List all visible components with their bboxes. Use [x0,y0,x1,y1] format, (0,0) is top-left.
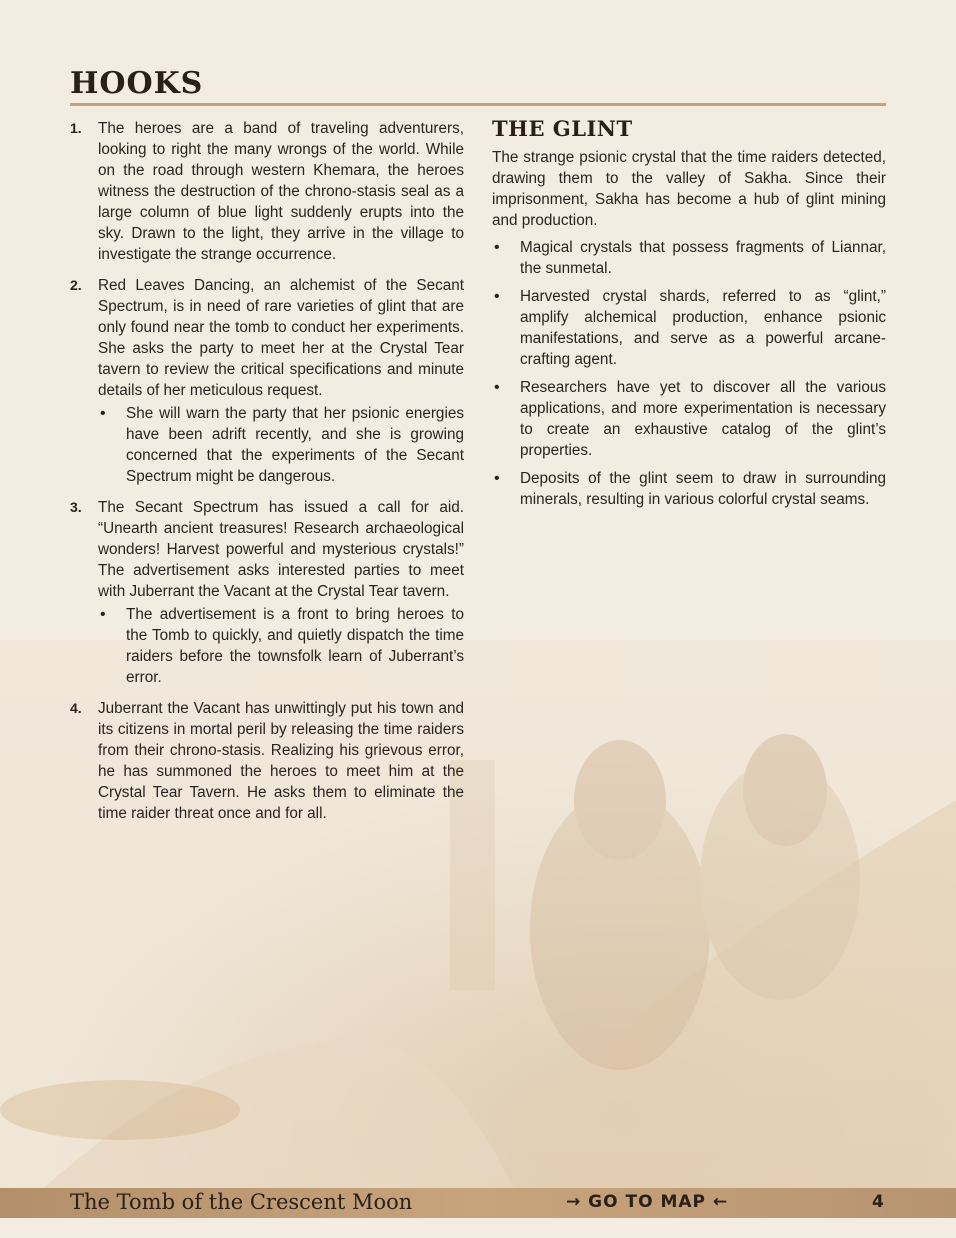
hooks-column [70,118,464,834]
hook-text: Juberrant the Vacant has unwittingly put his town and its citizens in mortal peril by releasing the time raiders from their chrono-stasis. Realizing his grievous error, he has summoned the heroes to meet him at the Crystal Tear Tavern. He asks them to eliminate the time raider threat once and for all. [98,700,464,822]
hook-number: 3. [70,499,82,515]
hook-item-3 [70,497,464,688]
glint-item: • Researchers have yet to discover all the various applications, and more experimentation is necessary to create an exhaustive catalog of the glint’s properties. [492,377,886,461]
hook-sublist [98,403,464,487]
page-number: 4 [872,1192,884,1212]
go-to-map-link[interactable]: → GO TO MAP ← [566,1192,729,1212]
hook-text: Red Leaves Dancing, an alchemist of the Secant Spectrum, is in need of rare varieties of glint that are only found near the tomb to conduct her experiments. She asks the party to meet her at the Crystal Tear tavern to review the critical specifications and minute details of her meticulous request. [98,277,464,399]
glint-column [492,118,886,517]
glint-list [492,237,886,510]
hook-subitem: • She will warn the party that her psionic energies have been adrift recently, and she is growing concerned that the experiments of the Secant Spectrum might be dangerous. [98,403,464,487]
glint-intro: The strange psionic crystal that the time raiders detected, drawing them to the valley of Sakha. Since their imprisonment, Sakha has become a hub of glint mining and production. [492,149,886,229]
hook-number: 2. [70,277,82,293]
hook-number: 1. [70,120,82,136]
hook-text: The heroes are a band of traveling adventurers, looking to right the many wrongs of the world. While on the road through western Khemara, the heroes witness the destruction of the chrono-stasis seal as a large column of blue light suddenly erupts into the sky. Drawn to the light, they arrive in the village to investigate the strange occurrence. [98,120,464,263]
page-heading: HOOKS [70,66,204,101]
footer-bar [0,1188,956,1218]
hook-item-1 [70,118,464,265]
hook-item-4 [70,698,464,824]
hook-item-2 [70,275,464,487]
footer-book-title: The Tomb of the Crescent Moon [70,1190,413,1214]
glint-item: • Deposits of the glint seem to draw in surrounding minerals, resulting in various colorful crystal seams. [492,468,886,510]
glint-heading: THE GLINT [492,116,633,141]
hook-subitem: • The advertisement is a front to bring heroes to the Tomb to quickly, and quietly dispatch the time raiders before the townsfolk learn of Juberrant’s error. [98,604,464,688]
hooks-list [70,118,464,824]
glint-item: • Harvested crystal shards, referred to as “glint,” amplify alchemical production, enhance psionic manifestations, and serve as a powerful arcane-crafting agent. [492,286,886,370]
heading-divider [70,103,886,106]
hook-number: 4. [70,700,82,716]
hook-text: The Secant Spectrum has issued a call for aid. “Unearth ancient treasures! Research archaeological wonders! Harvest powerful and mysterious crystals!” The advertisement asks interested parties to meet with Juberrant the Vacant at the Crystal Tear tavern. [98,499,464,600]
hook-sublist [98,604,464,688]
glint-item: • Magical crystals that possess fragments of Liannar, the sunmetal. [492,237,886,279]
